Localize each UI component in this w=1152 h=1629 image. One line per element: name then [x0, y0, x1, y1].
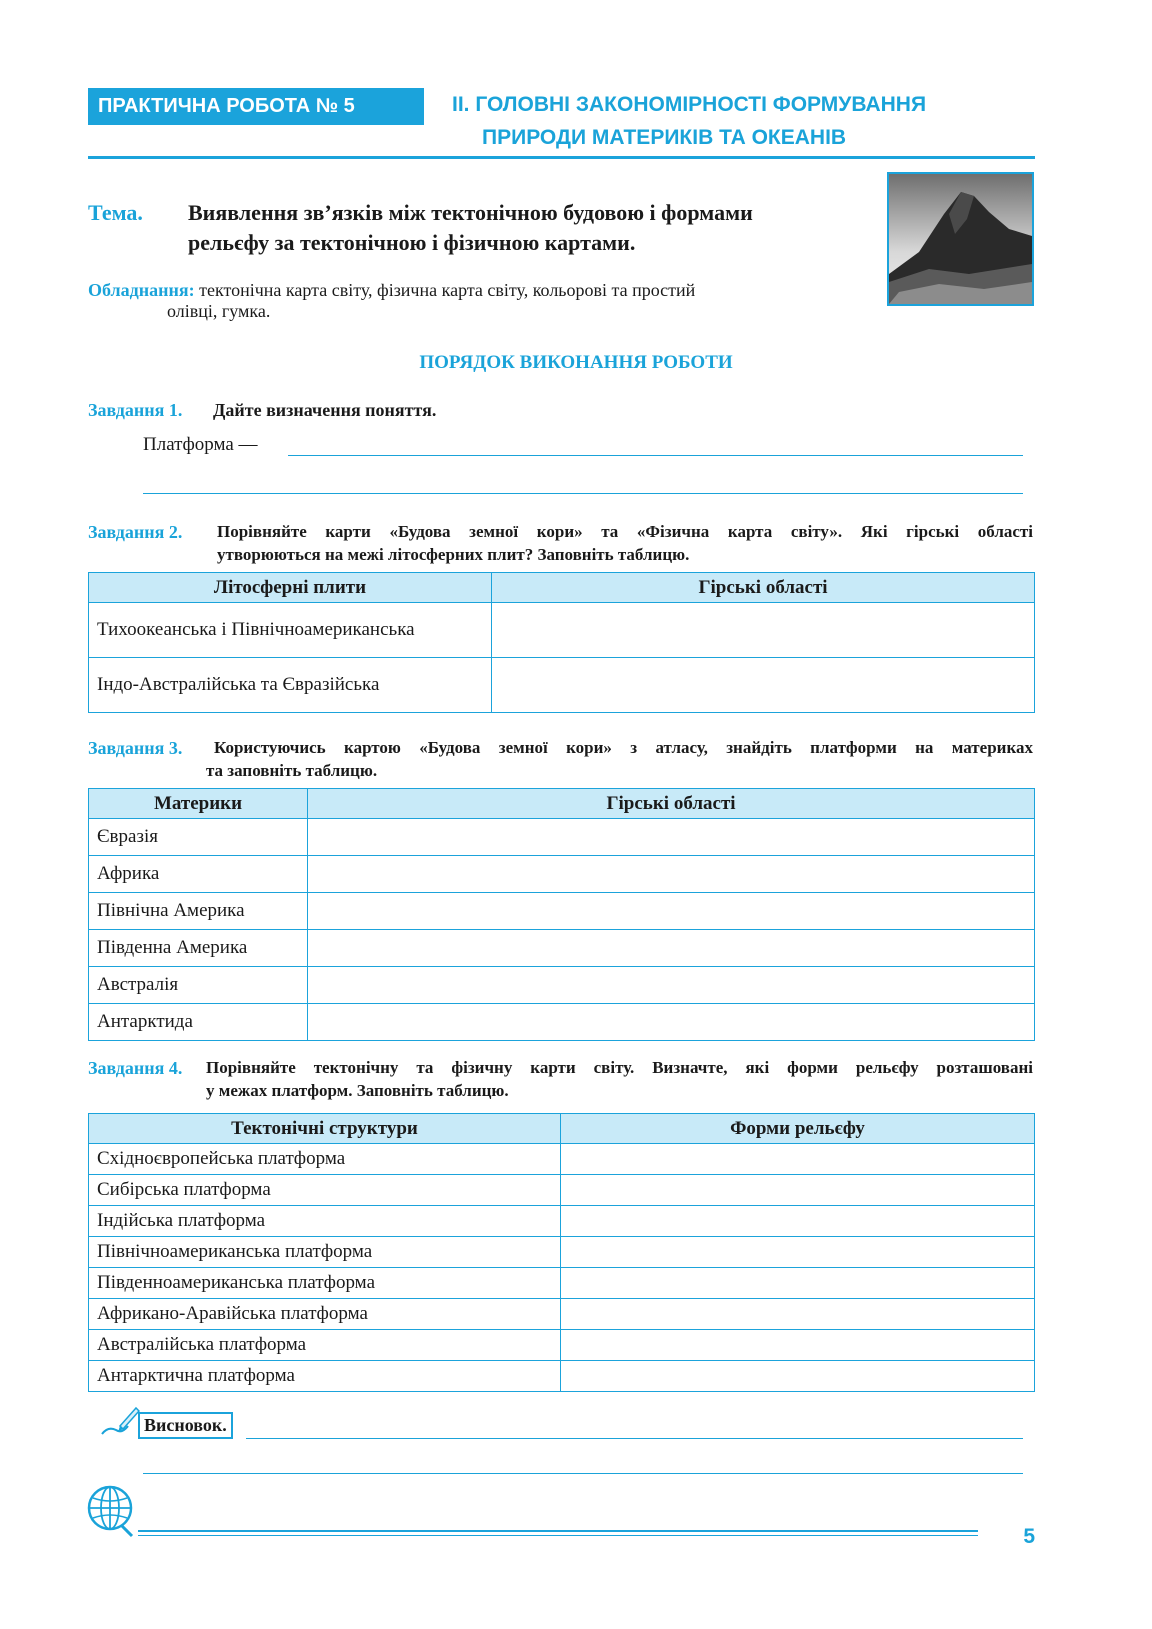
answer-cell[interactable]: [561, 1361, 1035, 1392]
table-header: Гірські області: [308, 789, 1035, 819]
footer-rule: [138, 1535, 978, 1536]
table-row: [89, 1206, 1035, 1237]
task1-label: Завдання 1.: [88, 400, 183, 420]
task1-text: Дайте визначення поняття.: [213, 400, 437, 420]
table-row: [89, 930, 1035, 967]
answer-cell[interactable]: [308, 819, 1035, 856]
answer-cell[interactable]: [308, 967, 1035, 1004]
answer-cell[interactable]: [308, 1004, 1035, 1041]
answer-cell[interactable]: [561, 1175, 1035, 1206]
table-cell: Індійська платформа: [89, 1206, 561, 1237]
table-cell: Індо-Австралійська та Євразійська: [89, 658, 492, 713]
conclusion-label: Висновок.: [138, 1412, 233, 1439]
table-header: Гірські області: [492, 573, 1035, 603]
topic-label: Тема.: [88, 200, 143, 225]
table-row: [89, 1268, 1035, 1299]
equipment-label: Обладнання:: [88, 280, 195, 300]
answer-line[interactable]: [288, 455, 1023, 456]
section-title-line1: II. ГОЛОВНІ ЗАКОНОМІРНОСТІ ФОРМУВАННЯ: [452, 93, 927, 116]
table-row: [89, 967, 1035, 1004]
table-header: Форми рельєфу: [561, 1114, 1035, 1144]
practical-work-badge: ПРАКТИЧНА РОБОТА № 5: [88, 88, 424, 125]
header-divider: [88, 156, 1035, 159]
answer-cell[interactable]: [561, 1330, 1035, 1361]
table-row: [89, 658, 1035, 713]
task2-table: [88, 572, 1035, 713]
answer-cell[interactable]: [561, 1237, 1035, 1268]
task4-text-line2: у межах платформ. Заповніть таблицю.: [206, 1081, 509, 1100]
table-header: Літосферні плити: [89, 573, 492, 603]
answer-cell[interactable]: [492, 603, 1035, 658]
task3-table: [88, 788, 1035, 1041]
table-header: Тектонічні структури: [89, 1114, 561, 1144]
equipment-line2: олівці, гумка.: [167, 301, 271, 321]
table-row: [89, 1004, 1035, 1041]
table-row: [89, 893, 1035, 930]
table-cell: Африка: [89, 856, 308, 893]
table-cell: Північноамериканська платформа: [89, 1237, 561, 1268]
table-cell: Євразія: [89, 819, 308, 856]
table-cell: Австралійська платформа: [89, 1330, 561, 1361]
task3-text-line1: Користуючись картою «Будова земної кори» з атласу, знайдіть платформи на материках: [214, 738, 1033, 757]
answer-cell[interactable]: [308, 856, 1035, 893]
globe-icon: [86, 1484, 138, 1545]
answer-cell[interactable]: [492, 658, 1035, 713]
answer-cell[interactable]: [561, 1206, 1035, 1237]
page-number: 5: [1023, 1525, 1035, 1548]
table-cell: Східноєвропейська платформа: [89, 1144, 561, 1175]
topic-line1: Виявлення зв’язків між тектонічною будовою і формами: [188, 200, 753, 225]
mountain-photo: [887, 172, 1034, 306]
table-cell: Південна Америка: [89, 930, 308, 967]
table-row: [89, 1361, 1035, 1392]
answer-cell[interactable]: [308, 893, 1035, 930]
task2-label: Завдання 2.: [88, 522, 183, 542]
answer-cell[interactable]: [561, 1299, 1035, 1330]
table-row: [89, 819, 1035, 856]
task2-text-line1: Порівняйте карти «Будова земної кори» та «Фізична карта світу». Які гірські області: [217, 522, 1033, 541]
answer-line[interactable]: [246, 1438, 1023, 1439]
answer-line[interactable]: [143, 1473, 1023, 1474]
table-cell: Антарктична платформа: [89, 1361, 561, 1392]
answer-line[interactable]: [143, 493, 1023, 494]
table-cell: Африкано-Аравійська платформа: [89, 1299, 561, 1330]
table-row: [89, 1175, 1035, 1206]
table-row: [89, 1237, 1035, 1268]
table-cell: Південноамериканська платформа: [89, 1268, 561, 1299]
table-row: [89, 1299, 1035, 1330]
answer-cell[interactable]: [308, 930, 1035, 967]
topic-line2: рельєфу за тектонічною і фізичною картами.: [188, 230, 636, 255]
task4-text-line1: Порівняйте тектонічну та фізичну карти світу. Визначте, які форми рельєфу розташовані: [206, 1058, 1033, 1077]
task3-label: Завдання 3.: [88, 738, 183, 758]
task1-term: Платформа —: [143, 434, 258, 455]
table-cell: Північна Америка: [89, 893, 308, 930]
pen-icon: [98, 1404, 140, 1445]
table-row: [89, 1330, 1035, 1361]
section-title-line2: ПРИРОДИ МАТЕРИКІВ ТА ОКЕАНІВ: [482, 126, 847, 149]
table-cell: Австралія: [89, 967, 308, 1004]
table-cell: Сибірська платформа: [89, 1175, 561, 1206]
task4-label: Завдання 4.: [88, 1058, 183, 1078]
table-header: Материки: [89, 789, 308, 819]
task4-table: [88, 1113, 1035, 1392]
footer-rule: [138, 1530, 978, 1532]
table-cell: Тихоокеанська і Північноамериканська: [89, 603, 492, 658]
table-row: [89, 1144, 1035, 1175]
equipment-text: тектонічна карта світу, фізична карта світу, кольорові та простий: [199, 280, 696, 300]
order-title: ПОРЯДОК ВИКОНАННЯ РОБОТИ: [419, 352, 733, 373]
equipment-line1: [88, 278, 870, 303]
task2-text-line2: утворюються на межі літосферних плит? Заповніть таблицю.: [217, 545, 690, 564]
table-row: [89, 603, 1035, 658]
table-row: [89, 856, 1035, 893]
answer-cell[interactable]: [561, 1144, 1035, 1175]
answer-cell[interactable]: [561, 1268, 1035, 1299]
table-cell: Антарктида: [89, 1004, 308, 1041]
task3-text-line2: та заповніть таблицю.: [206, 761, 378, 780]
